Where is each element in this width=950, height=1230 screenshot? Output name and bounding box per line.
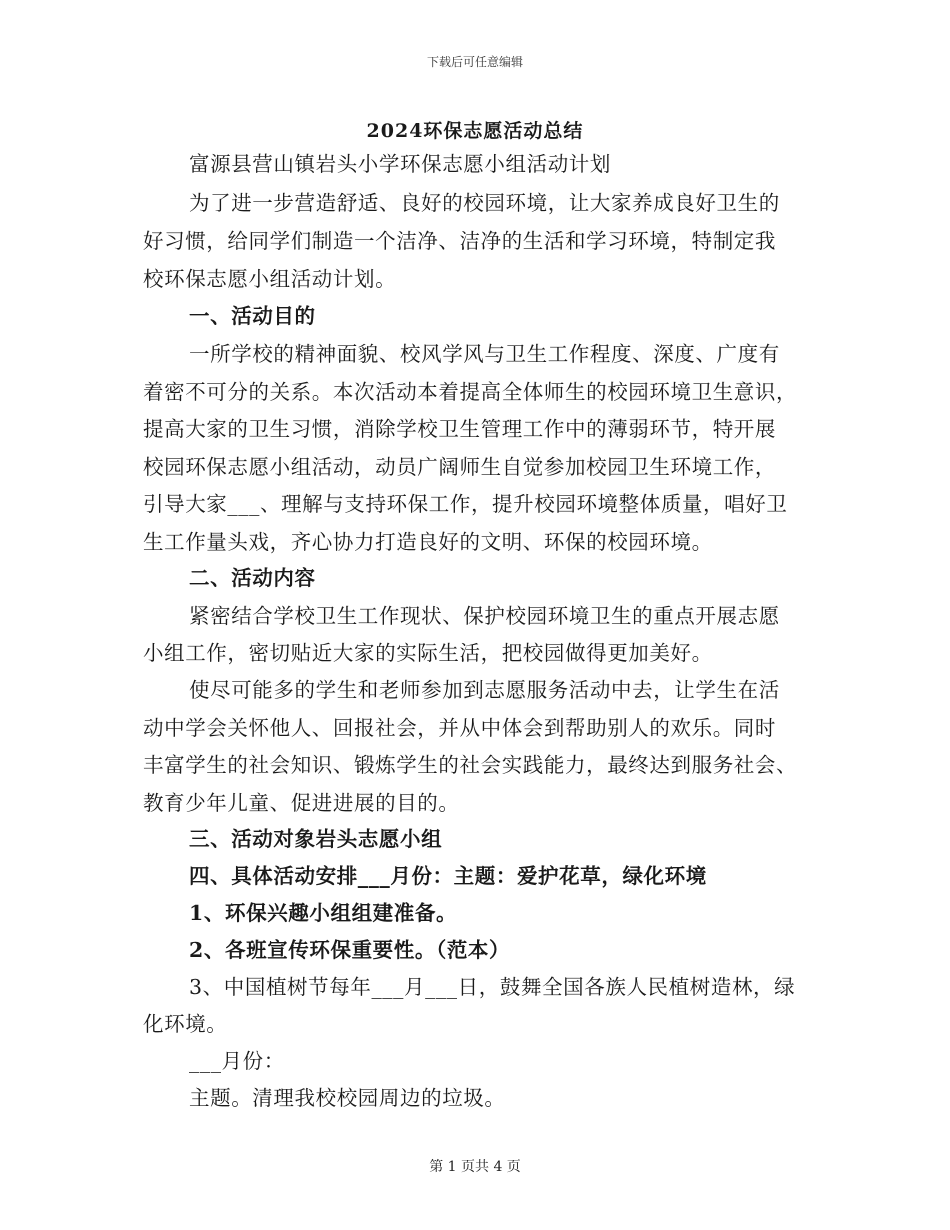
paragraph-line: 小组工作，密切贴近大家的实际生活，把校园做得更加美好。 [143, 641, 713, 665]
paragraph-line: 主题。清理我校校园周边的垃圾。 [189, 1086, 506, 1110]
paragraph-line: 提高大家的卫生习惯，消除学校卫生管理工作中的薄弱环节，特开展 [143, 417, 776, 441]
paragraph-line: 校环保志愿小组活动计划。 [143, 267, 397, 291]
paragraph-line: 使尽可能多的学生和老师参加到志愿服务活动中去，让学生在活 [189, 678, 780, 702]
list-item: 1、环保兴趣小组组建准备。 [189, 901, 458, 925]
paragraph-line: 教育少年儿童、促进进展的目的。 [143, 791, 460, 815]
page-header-note: 下载后可任意编辑 [426, 55, 523, 69]
section-heading: 四、具体活动安排___月份：主题：爱护花草，绿化环境 [189, 864, 707, 888]
paragraph-line: 为了进一步营造舒适、良好的校园环境，让大家养成良好卫生的 [189, 191, 780, 215]
section-heading: 一、活动目的 [189, 304, 316, 328]
page-footer: 第 1 页共 4 页 [429, 1159, 521, 1175]
paragraph-line: 引导大家___、理解与支持环保工作，提升校园环境整体质量，唱好卫 [143, 492, 788, 516]
paragraph-line: 着密不可分的关系。本次活动本着提高全体师生的校园环境卫生意识， [143, 380, 798, 404]
paragraph-line: 好习惯，给同学们制造一个洁净、洁净的生活和学习环境，特制定我 [143, 229, 776, 253]
paragraph-line: ___月份： [189, 1049, 285, 1073]
section-heading: 三、活动对象岩头志愿小组 [189, 827, 443, 851]
paragraph-line: 一所学校的精神面貌、校风学风与卫生工作程度、深度、广度有 [189, 342, 780, 366]
list-item: 2、各班宣传环保重要性。（范本） [189, 938, 511, 962]
paragraph-line: 校园环保志愿小组活动，动员广阔师生自觉参加校园卫生环境工作， [143, 455, 776, 479]
list-item: 3、中国植树节每年___月___日，鼓舞全国各族人民植树造林，绿 [189, 975, 796, 999]
paragraph-line: 化环境。 [143, 1012, 228, 1036]
paragraph-line: 丰富学生的社会知识、锻炼学生的社会实践能力，最终达到服务社会、 [143, 753, 798, 777]
document-title: 2024环保志愿活动总结 [366, 120, 584, 142]
section-heading: 二、活动内容 [189, 566, 316, 590]
subtitle-line: 富源县营山镇岩头小学环保志愿小组活动计划 [189, 152, 611, 176]
paragraph-line: 动中学会关怀他人、回报社会，并从中体会到帮助别人的欢乐。同时 [143, 716, 776, 740]
paragraph-line: 生工作量头戏，齐心协力打造良好的文明、环保的校园环境。 [143, 530, 713, 554]
paragraph-line: 紧密结合学校卫生工作现状、保护校园环境卫生的重点开展志愿 [189, 604, 780, 628]
